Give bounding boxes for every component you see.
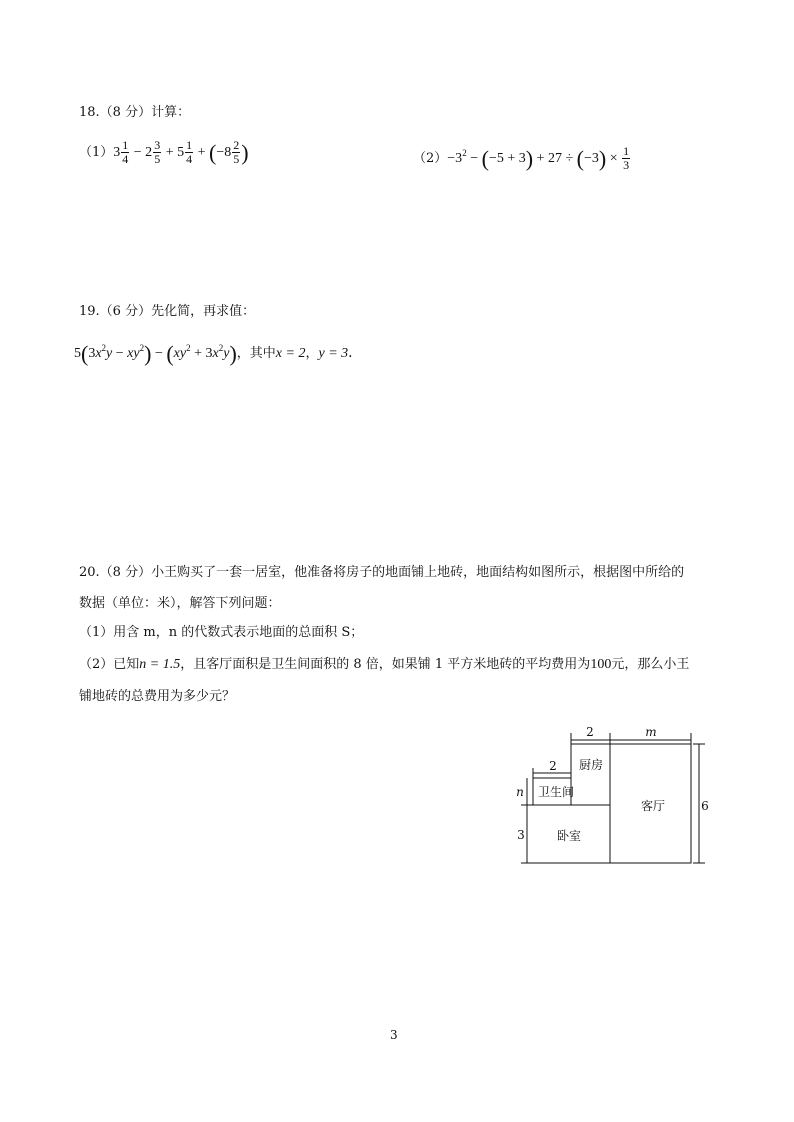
q20-part2-cost: 100 — [590, 657, 612, 672]
q20-last-line: 铺地砖的总费用为多少元？ — [79, 689, 236, 704]
room-label-living: 客厅 — [640, 799, 666, 813]
q18-part1: （1）3 $\frac{1}{4}$ − 2 $\frac{3}{5}$ + 5 $\frac{1}{4}$ + (−8 $\frac{2}{5}$ ) — [79, 138, 249, 167]
q19-period: ． — [348, 346, 363, 361]
q18-title: 18.（8 分）计算： — [79, 105, 191, 120]
q18-part2-label: （2） — [413, 151, 448, 166]
q20-part2-b: ，且客厅面积是卫生间面积的 8 倍，如果铺 1 平方米地砖的平均费用为 — [180, 657, 591, 672]
q19-x-value: x = 2 — [275, 346, 306, 361]
dim-label-6: 6 — [701, 799, 709, 813]
room-label-bathroom: 卫生间 — [537, 785, 575, 799]
q20-part2-n: n = 1.5 — [139, 657, 181, 672]
q19-comma: ， — [305, 346, 319, 361]
dim-label-mid: 2 — [549, 759, 557, 773]
floor-plan-figure — [505, 720, 725, 870]
dim-label-top-left: 2 — [586, 725, 594, 739]
dim-label-top-right: m — [645, 725, 657, 739]
q18-part2: $(2)-3^2 - (-5 + 3) + 27 \div (-3)$ × $\frac{1}{3}$ — [413, 144, 630, 173]
q20-part2 — [79, 655, 689, 675]
q20-part2-a: （2）已知 — [79, 657, 140, 672]
q19-expression: $5(3x^2y - xy^2) - (xy^2 + 3x^2y)$，其中x = 2，y = 3． — [74, 340, 363, 366]
q19-title: 19.（6 分）先化简，再求值： — [79, 304, 256, 319]
q18-part1-label: （1） — [79, 145, 114, 160]
q20-line1: 20.（8 分）小王购买了一套一居室，他准备将房子的地面铺上地砖，地面结构如图所示，根据图中所给的 — [79, 565, 685, 580]
q19-condition: ，其中 — [236, 346, 276, 361]
dim-label-3: 3 — [517, 828, 525, 842]
room-label-bedroom: 卧室 — [556, 829, 582, 843]
q20-part1: （1）用含 m，n 的代数式表示地面的总面积 S； — [79, 625, 364, 640]
kitchen-outline — [571, 744, 610, 805]
q20-part2-c: 元，那么小王 — [611, 657, 690, 672]
room-label-kitchen: 厨房 — [578, 758, 604, 772]
q20-line2: 数据（单位：米），解答下列问题： — [79, 596, 281, 611]
q19-y-value: y = 3 — [318, 346, 349, 361]
page-number: 3 — [390, 1028, 398, 1042]
dim-label-n: n — [516, 785, 524, 799]
